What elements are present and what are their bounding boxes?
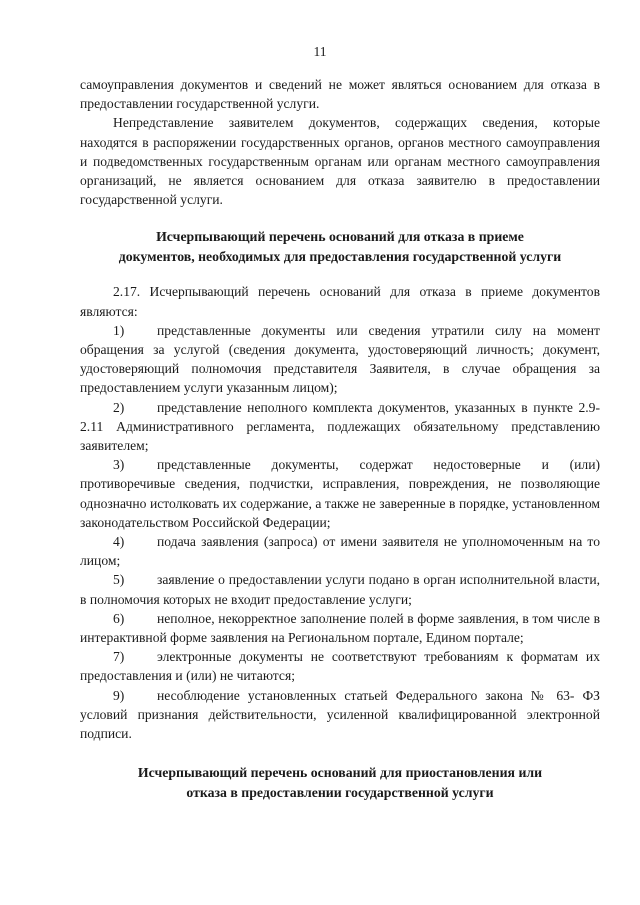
list-item bbox=[80, 398, 600, 456]
list-item bbox=[80, 647, 600, 685]
list-item bbox=[80, 532, 600, 570]
paragraph-2-17-intro: 2.17. Исчерпывающий перечень оснований для отказа в приеме документов являются: bbox=[80, 284, 600, 319]
list-item-number: 9) bbox=[113, 687, 125, 703]
section-heading-suspension-refusal bbox=[80, 763, 600, 802]
paragraph-continuation: самоуправления документов и сведений не может являться основанием для отказа в предоставлении государственной услуги. bbox=[80, 77, 600, 112]
heading-line: документов, необходимых для предоставления государственной услуги bbox=[118, 248, 562, 264]
list-item-number: 1) bbox=[113, 322, 125, 338]
heading-line: отказа в предоставлении государственной услуги bbox=[186, 784, 494, 800]
list-item-text: представленные документы, содержат недостоверные и (или) противоречивые сведения, подчистки, исправления, повреждения, не позволяющие однозначно истолковать их содержание, а также не заверенные в порядке, установленном законодательством Российской Федерации; bbox=[80, 457, 600, 530]
list-item-text: несоблюдение установленных статьей Федерального закона № 63- ФЗ условий признания действительности, усиленной квалифицированной электронной подписи. bbox=[80, 687, 600, 742]
list-item-text: электронные документы не соответствуют требованиям к форматам их предоставления и (или) не читаются; bbox=[80, 649, 600, 684]
list-item-number: 2) bbox=[113, 399, 125, 415]
list-item-text: представление неполного комплекта документов, указанных в пункте 2.9-2.11 Административного регламента, подлежащих обязательному представлению заявителем; bbox=[80, 399, 600, 454]
list-item-number: 5) bbox=[113, 572, 125, 588]
list-item-number: 7) bbox=[113, 649, 125, 665]
list-item-number: 3) bbox=[113, 457, 125, 473]
list-item bbox=[80, 321, 600, 398]
section-heading-refusal-acceptance bbox=[80, 227, 600, 266]
heading-line: Исчерпывающий перечень оснований для приостановления или bbox=[137, 765, 543, 781]
list-item bbox=[80, 609, 600, 647]
page-number: 11 bbox=[313, 44, 327, 59]
list-item-text: заявление о предоставлении услуги подано в орган исполнительной власти, в полномочия которых не входит предоставление услуги; bbox=[80, 572, 600, 607]
list-item bbox=[80, 455, 600, 532]
list-item-text: неполное, некорректное заполнение полей в форме заявления, в том числе в интерактивной форме заявления на Региональном портале, Едином портале; bbox=[80, 610, 600, 646]
list-item-text: представленные документы или сведения утратили силу на момент обращения за услугой (сведения документа, удостоверяющий личность; документ, удостоверяющий полномочия представителя Заявителя, в случае обращения за предоставлением услуги указанным лицом); bbox=[80, 322, 600, 396]
heading-line: Исчерпывающий перечень оснований для отказа в приеме bbox=[156, 229, 524, 245]
list-item-text: подача заявления (запроса) от имени заявителя не уполномоченным на то лицом; bbox=[80, 534, 600, 569]
list-item-number: 6) bbox=[113, 610, 125, 626]
paragraph-nonsubmission: Непредставление заявителем документов, содержащих сведения, которые находятся в распоряжении государственных органов, органов местного самоуправления и подведомственных государственным органам или органам местного самоуправления организаций, не является основанием для отказа заявителю в предоставлении государственной услуги. bbox=[80, 115, 600, 208]
list-item bbox=[80, 570, 600, 608]
list-item bbox=[80, 686, 600, 744]
list-item-number: 4) bbox=[113, 534, 125, 550]
document-body bbox=[80, 75, 600, 802]
